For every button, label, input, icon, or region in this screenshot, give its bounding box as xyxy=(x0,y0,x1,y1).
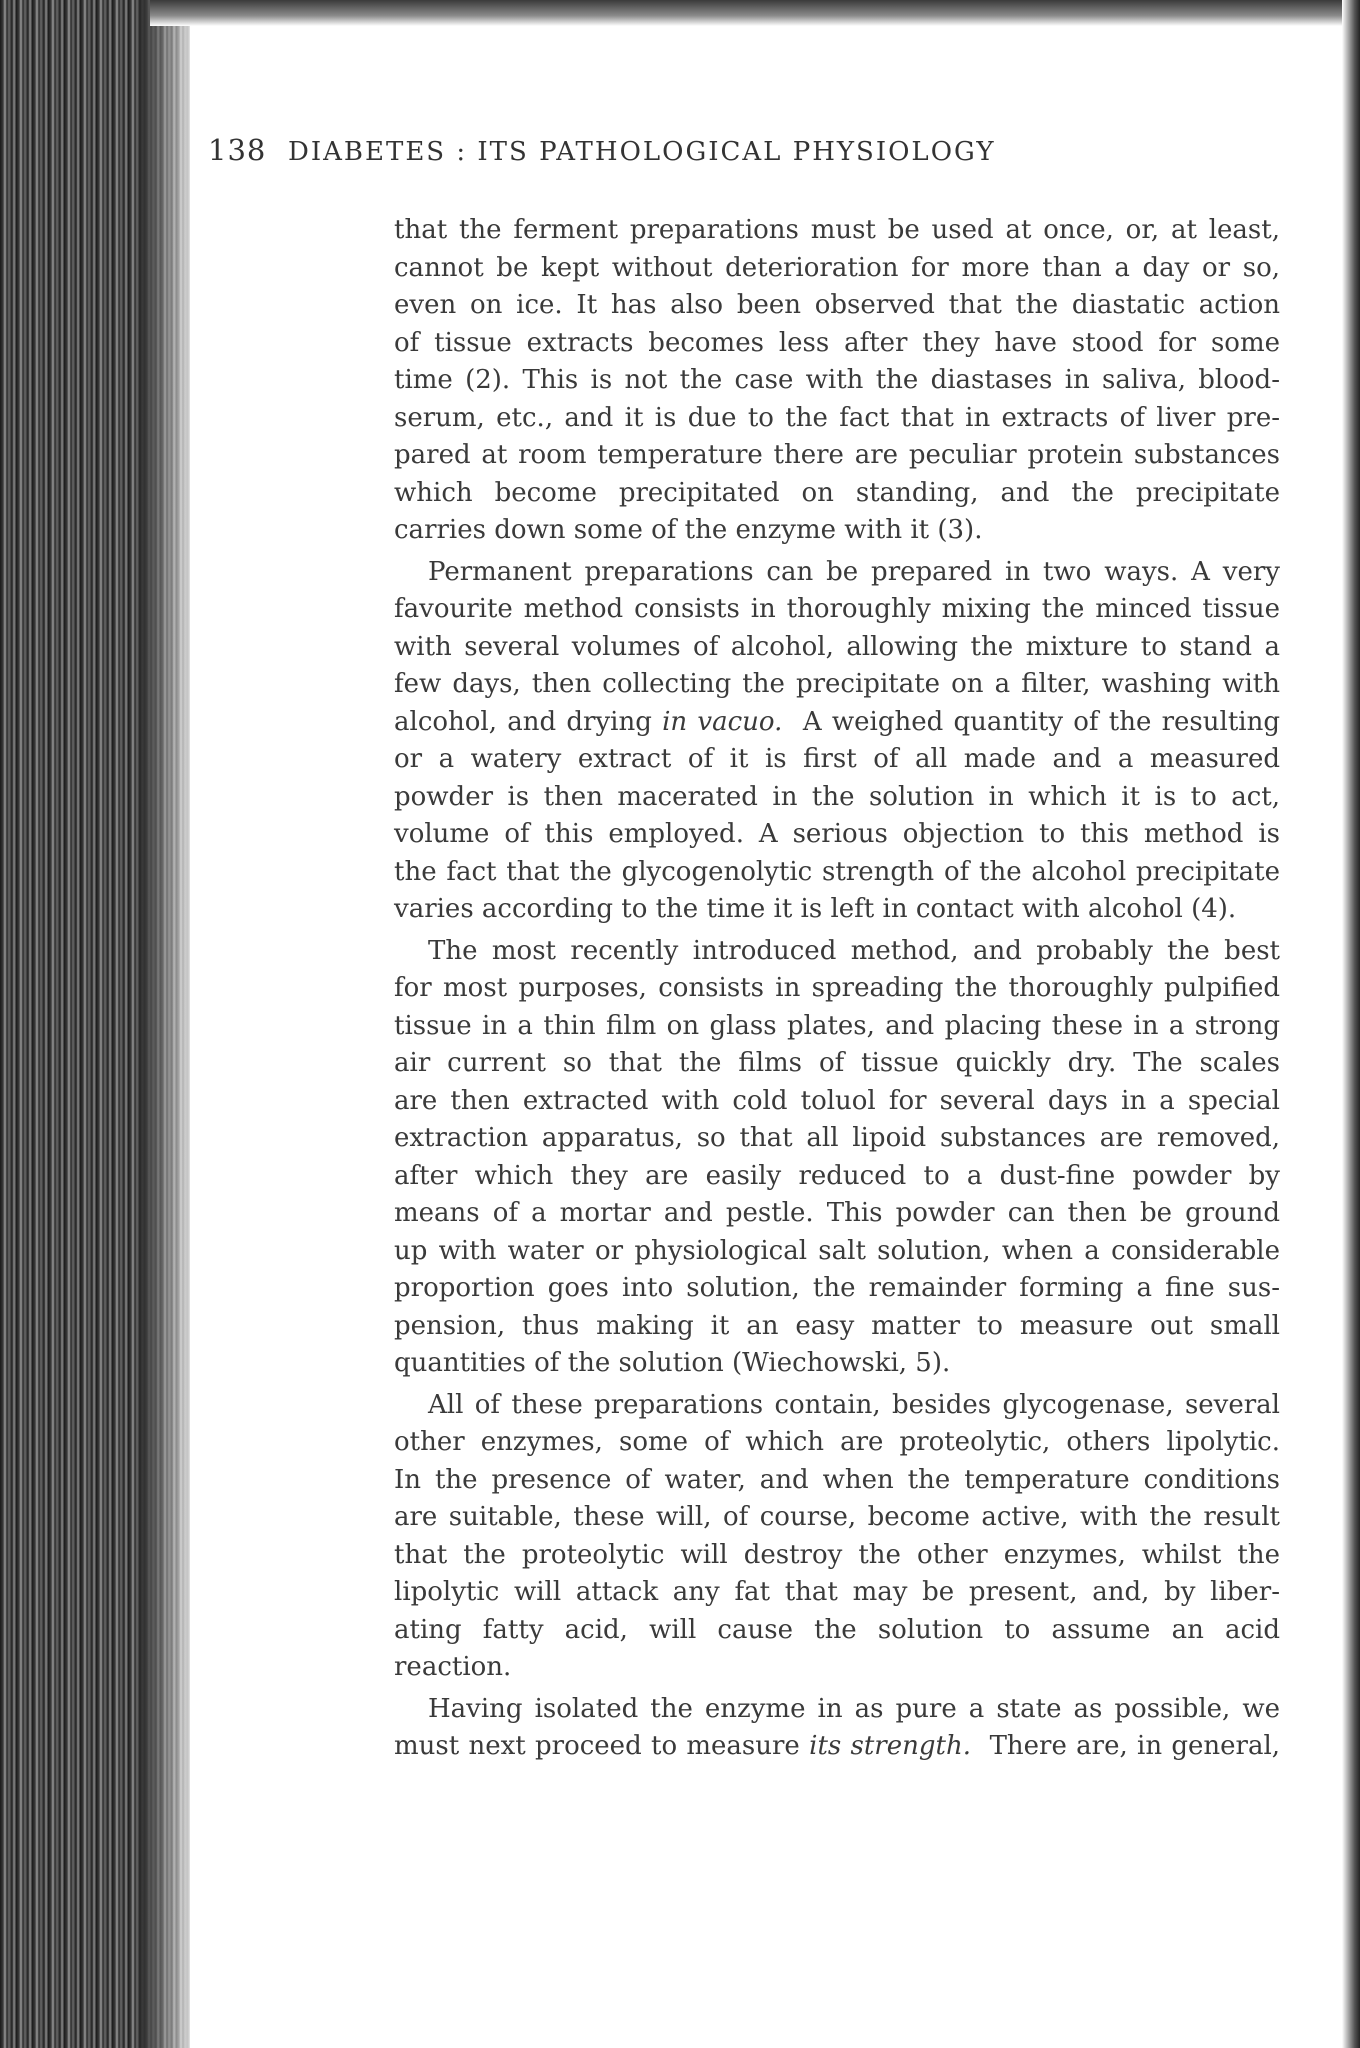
text-line: volume of this employed. A serious objection to this method is xyxy=(394,819,1280,849)
text-segment: A weighed quantity of the resulting xyxy=(802,706,1280,737)
text-line: proportion goes into solution, the remainder forming a fine sus- xyxy=(394,1273,1280,1303)
text-line: even on ice. It has also been observed that the diastatic action xyxy=(394,290,1280,320)
italic-term: in vacuo. xyxy=(662,706,783,737)
text-line: means of a mortar and pestle. This powder can then be ground xyxy=(394,1198,1280,1228)
italic-term: its strength. xyxy=(809,1731,971,1761)
page-body xyxy=(394,212,1280,1766)
page-number: 138 xyxy=(208,133,267,167)
scan-right-border xyxy=(1342,0,1360,2048)
text-line: varies according to the time it is left in contact with alcohol (4). xyxy=(394,894,1237,924)
paragraph-4 xyxy=(394,1387,1280,1687)
text-line: other enzymes, some of which are proteolytic, others lipolytic. xyxy=(394,1427,1280,1457)
text-line: tissue in a thin film on glass plates, and placing these in a strong xyxy=(394,1010,1280,1041)
text-line: time (2). This is not the case with the diastases in saliva, blood- xyxy=(394,365,1280,395)
text-line: pared at room temperature there are peculiar protein substances xyxy=(394,440,1280,470)
text-line: serum, etc., and it is due to the fact that in extracts of liver pre- xyxy=(394,402,1280,433)
paragraph-1 xyxy=(394,212,1280,550)
text-line: are then extracted with cold toluol for several days in a special xyxy=(394,1085,1280,1116)
paragraph-2 xyxy=(394,554,1280,929)
text-line: ating fatty acid, will cause the solution to assume an acid xyxy=(394,1614,1280,1645)
text-segment: must next proceed to measure xyxy=(394,1731,800,1761)
text-line: or a watery extract of it is first of all made and a measured xyxy=(394,744,1280,774)
text-line: up with water or physiological salt solution, when a considerable xyxy=(394,1235,1280,1266)
text-line: after which they are easily reduced to a dust-fine powder by xyxy=(394,1160,1280,1191)
text-line: pension, thus making it an easy matter to measure out small xyxy=(394,1310,1280,1341)
text-line: favourite method consists in thoroughly mixing the minced tissue xyxy=(394,594,1280,624)
running-title: DIABETES : ITS PATHOLOGICAL PHYSIOLOGY xyxy=(288,137,996,167)
text-line: powder is then macerated in the solution in which it is to act, xyxy=(394,781,1280,812)
text-line: that the ferment preparations must be used at once, or, at least, xyxy=(394,215,1280,245)
paragraph-3 xyxy=(394,933,1280,1383)
paragraph-5 xyxy=(394,1691,1280,1766)
text-line: Having isolated the enzyme in as pure a state as possible, we xyxy=(428,1693,1280,1724)
text-line: Permanent preparations can be prepared in two ways. A very xyxy=(428,556,1280,587)
text-line: All of these preparations contain, besides glycogenase, several xyxy=(428,1389,1280,1420)
text-line: lipolytic will attack any fat that may be present, and, by liber- xyxy=(394,1577,1280,1607)
text-line: that the proteolytic will destroy the other enzymes, whilst the xyxy=(394,1539,1280,1570)
text-line: extraction apparatus, so that all lipoid substances are removed, xyxy=(394,1123,1280,1153)
scan-top-border xyxy=(150,0,1360,26)
text-line: air current so that the films of tissue quickly dry. The scales xyxy=(394,1048,1280,1078)
page-header xyxy=(208,133,1288,183)
text-line: of tissue extracts becomes less after they have stood for some xyxy=(394,327,1280,358)
text-line: few days, then collecting the precipitate on a filter, washing with xyxy=(394,669,1280,699)
text-line: In the presence of water, and when the temperature conditions xyxy=(394,1464,1280,1495)
text-segment: alcohol, and drying xyxy=(394,706,652,737)
text-line: with several volumes of alcohol, allowing the mixture to stand a xyxy=(394,631,1280,662)
text-segment: There are, in general, xyxy=(989,1731,1281,1761)
text-line: The most recently introduced method, and probably the best xyxy=(428,935,1280,966)
text-line: are suitable, these will, of course, become active, with the result xyxy=(394,1502,1280,1532)
text-line: for most purposes, consists in spreading the thoroughly pulpified xyxy=(394,973,1280,1003)
text-line xyxy=(394,704,1280,742)
text-line: carries down some of the enzyme with it (3). xyxy=(394,515,983,545)
text-line: reaction. xyxy=(394,1652,512,1682)
text-line: quantities of the solution (Wiechowski, 5). xyxy=(394,1348,951,1378)
text-line: cannot be kept without deterioration for more than a day or so, xyxy=(394,252,1280,283)
text-line: the fact that the glycogenolytic strength of the alcohol precipitate xyxy=(394,856,1280,887)
text-line: which become precipitated on standing, and the precipitate xyxy=(394,477,1280,508)
text-line xyxy=(394,1728,1280,1766)
